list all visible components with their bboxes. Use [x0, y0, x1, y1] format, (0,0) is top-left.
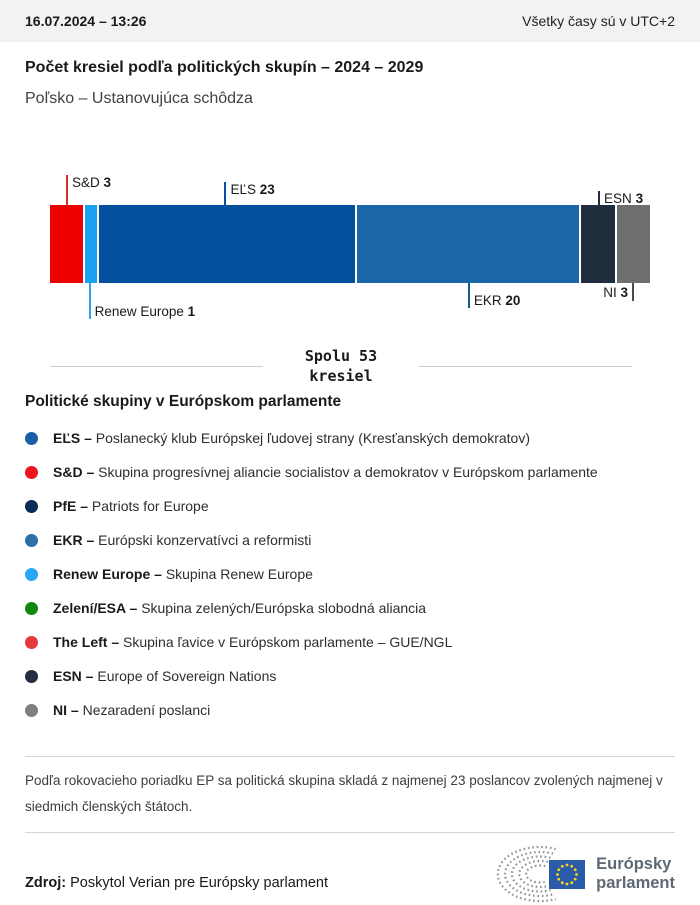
- legend-item-label: S&D – Skupina progresívnej aliancie socialistov a demokratov v Európskom parlamente: [53, 464, 598, 480]
- total-seats-row: [50, 346, 632, 386]
- callout-tick-ekr: [468, 283, 470, 308]
- legend-item-label: NI – Nezaradení poslanci: [53, 702, 211, 718]
- bar-segment-e-s[interactable]: [99, 205, 355, 283]
- hemicycle-flag-icon: [492, 843, 588, 905]
- footnote: Podľa rokovacieho poriadku EP sa politická skupina skladá z najmenej 23 poslancov zvolených najmenej v siedmich členských štátoch.: [25, 773, 663, 814]
- group-color-dot: [25, 500, 38, 513]
- group-color-dot: [25, 636, 38, 649]
- legend-heading: Politické skupiny v Európskom parlamente: [25, 393, 342, 410]
- chart-area: [50, 156, 650, 336]
- legend-item: [25, 421, 675, 455]
- legend-item-label: PfE – Patriots for Europe: [53, 498, 209, 514]
- bar-label-ni: NI 3: [603, 285, 629, 300]
- source-label: Zdroj:: [25, 875, 67, 891]
- source-line: [25, 875, 328, 891]
- footer: [25, 839, 675, 905]
- hemicycle-arcs: [498, 847, 556, 901]
- legend-item: [25, 557, 675, 591]
- group-color-dot: [25, 568, 38, 581]
- header-bar: [0, 0, 700, 42]
- legend-item: [25, 591, 675, 625]
- legend-item-label: Zelení/ESA – Skupina zelených/Európska slobodná aliancia: [53, 600, 427, 616]
- legend-item-label: Renew Europe – Skupina Renew Europe: [53, 566, 313, 582]
- bar-label-esn: ESN 3: [604, 191, 644, 206]
- bar-label-e-s: EĽS 23: [230, 182, 275, 197]
- stacked-bar: [50, 205, 650, 283]
- note-divider-bottom: [25, 832, 675, 833]
- total-rule-left: [50, 366, 263, 367]
- total-rule-right: [419, 366, 632, 367]
- group-color-dot: [25, 602, 38, 615]
- legend-item: [25, 523, 675, 557]
- callout-tick-renew-europe: [89, 283, 91, 319]
- report-datetime: 16.07.2024 – 13:26: [25, 13, 147, 29]
- source-text: Poskytol Verian pre Európsky parlament: [70, 875, 329, 891]
- legend-item-label: EKR – Európski konzervatívci a reformisti: [53, 532, 312, 548]
- bar-label-ekr: EKR 20: [473, 293, 521, 308]
- page-title: Počet kresiel podľa politických skupín – 2024 – 2029: [25, 59, 424, 76]
- bar-label-s-d: S&D 3: [71, 175, 111, 190]
- page-subtitle: Poľsko – Ustanovujúca schôdza: [25, 90, 253, 107]
- bar-label-renew-europe: Renew Europe 1: [94, 304, 196, 319]
- group-color-dot: [25, 432, 38, 445]
- logo-wordmark: Európsky parlament: [596, 855, 675, 892]
- bar-segment-s-d[interactable]: [50, 205, 83, 283]
- legend-item: [25, 659, 675, 693]
- group-color-dot: [25, 466, 38, 479]
- group-color-dot: [25, 534, 38, 547]
- legend-item: [25, 489, 675, 523]
- group-color-dot: [25, 670, 38, 683]
- callout-tick-esn: [598, 191, 600, 205]
- bar-segment-ekr[interactable]: [357, 205, 580, 283]
- group-color-dot: [25, 704, 38, 717]
- european-parliament-logo[interactable]: [492, 843, 675, 905]
- bar-segment-esn[interactable]: [581, 205, 614, 283]
- legend-item-label: The Left – Skupina ľavice v Európskom parlamente – GUE/NGL: [53, 634, 453, 650]
- legend-item-label: EĽS – Poslanecký klub Európskej ľudovej strany (Kresťanských demokratov): [53, 430, 530, 446]
- callout-tick-ni: [632, 283, 634, 301]
- legend-item-label: ESN – Europe of Sovereign Nations: [53, 668, 277, 684]
- callout-tick-s-d: [66, 175, 68, 205]
- bar-segment-renew-europe[interactable]: [85, 205, 96, 283]
- legend-item: [25, 455, 675, 489]
- total-seats-label: Spolu 53 kresiel: [304, 347, 378, 385]
- legend-list: [25, 421, 675, 727]
- legend-item: [25, 625, 675, 659]
- callout-tick-e-s: [224, 182, 226, 205]
- timezone-note: Všetky časy sú v UTC+2: [522, 13, 675, 29]
- legend-item: [25, 693, 675, 727]
- bar-segment-ni[interactable]: [617, 205, 650, 283]
